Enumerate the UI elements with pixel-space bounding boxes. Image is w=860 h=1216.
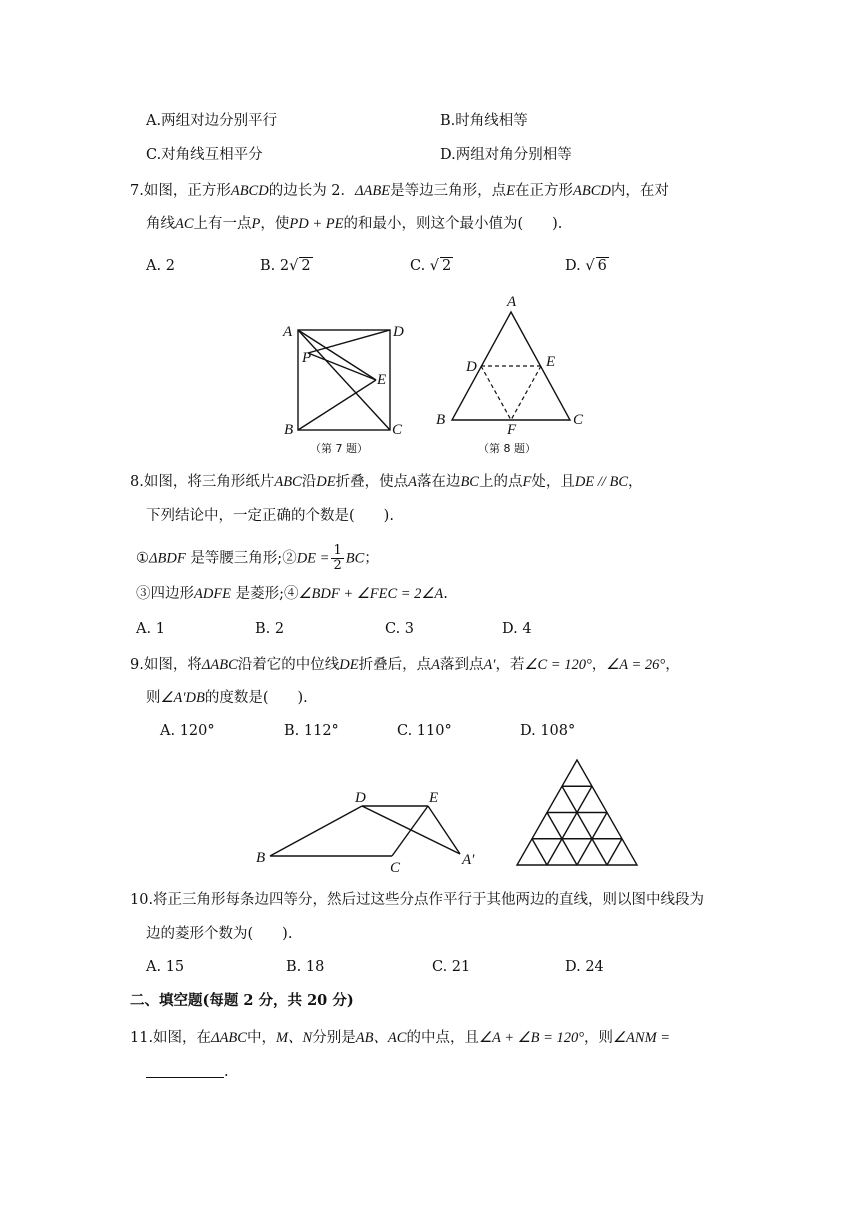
q11-line-2: . <box>146 1062 229 1082</box>
segment-df <box>481 366 511 420</box>
fig7-label-a: A <box>283 324 293 340</box>
fig8-label-c: C <box>573 412 584 428</box>
q10-line-1: 10.将正三角形每条边四等分，然后过这些分点作平行于其他两边的直线，则以图中线段为 <box>130 892 705 908</box>
fig8-label-a: A <box>507 294 517 310</box>
q8-option-b: B. 2 <box>255 621 285 637</box>
right-parallel-3 <box>532 839 547 865</box>
q9-option-a: A. 120° <box>160 723 215 739</box>
segment-bd <box>270 806 362 856</box>
q9-option-c: C. 110° <box>397 723 452 739</box>
segment-pe <box>308 353 376 380</box>
q8-option-a: A. 1 <box>136 621 165 637</box>
section-2-title: 二、填空题(每题 2 分，共 20 分) <box>130 992 354 1009</box>
left-parallel-3 <box>607 839 622 865</box>
segment-be <box>298 380 376 430</box>
q7-line-1: 7.如图，正方形ABCD的边长为 2．ΔABE是等边三角形，点E在正方形ABCD内，在对 <box>130 183 669 199</box>
q6-option-b: B.时角线相等 <box>440 113 528 129</box>
q10-option-c: C. 21 <box>432 959 471 975</box>
q10-option-a: A. 15 <box>146 959 185 975</box>
q8-statements-1: ①ΔBDF 是等腰三角形;②DE = $\frac{1}{2}$ BC； <box>136 543 379 573</box>
figure-8 <box>430 290 590 460</box>
q8-line-1: 8.如图，将三角形纸片ABC沿DE折叠，使点A落在边BC上的点F处，且DE // BC， <box>130 474 643 490</box>
q9-line-2: 则∠A′DB的度数是( ). <box>146 690 308 706</box>
q11-answer-blank[interactable] <box>146 1063 224 1078</box>
q9-line-1: 9.如图，将ΔABC沿着它的中位线DE折叠后，点A落到点A′，若∠C = 120°，∠A = 26°， <box>130 657 680 673</box>
segment-ce <box>392 806 428 856</box>
q7-option-c: C. √ 2 <box>410 258 452 274</box>
fig7-caption: （第 7 题） <box>310 442 368 455</box>
fig8-label-b: B <box>436 412 446 428</box>
q7-option-b: B. 2√ 2 <box>260 258 311 274</box>
q9-option-b: B. 112° <box>284 723 339 739</box>
fig9-label-e: E <box>429 790 439 806</box>
fig7-label-d: D <box>393 324 404 340</box>
fig8-label-d: D <box>466 359 477 375</box>
fig7-label-b: B <box>284 422 294 438</box>
q6-option-c: C.对角线互相平分 <box>146 147 263 163</box>
q6-option-d: D.两组对角分别相等 <box>440 147 572 163</box>
q10-option-b: B. 18 <box>286 959 325 975</box>
segment-pd <box>308 330 390 353</box>
q8-option-c: C. 3 <box>385 621 415 637</box>
q8-statements-2: ③四边形ADFE 是菱形;④∠BDF + ∠FEC = 2∠A. <box>136 586 448 602</box>
q9-option-d: D. 108° <box>520 723 576 739</box>
fig9-label-b: B <box>256 850 266 866</box>
q7-option-a: A. 2 <box>146 258 175 274</box>
fig9-label-c: C <box>390 860 401 876</box>
fig8-label-f: F <box>507 422 517 438</box>
fig7-label-e: E <box>377 372 387 388</box>
q7-option-d: D. √ 6 <box>565 258 607 274</box>
fig7-label-c: C <box>392 422 403 438</box>
fig8-label-e: E <box>546 354 556 370</box>
fig9-label-d: D <box>355 790 366 806</box>
figure-9 <box>252 788 492 878</box>
q10-option-d: D. 24 <box>565 959 604 975</box>
q6-option-a: A.两组对边分别平行 <box>146 113 278 129</box>
fig8-caption: （第 8 题） <box>478 442 536 455</box>
q7-line-2: 角线AC上有一点P，使PD + PE的和最小，则这个最小值为( ). <box>146 216 563 232</box>
segment-ef <box>511 366 541 420</box>
figure-10 <box>510 755 650 875</box>
q8-option-d: D. 4 <box>502 621 532 637</box>
q8-line-2: 下列结论中，一定正确的个数是( ). <box>146 508 394 524</box>
segment-da-prime <box>362 806 460 854</box>
q11-line-1: 11.如图，在ΔABC中，M、N分别是AB、AC的中点，且∠A + ∠B = 120°，则∠ANM = <box>130 1030 671 1046</box>
fig9-label-a-prime: A′ <box>462 852 475 868</box>
q10-line-2: 边的菱形个数为( ). <box>146 926 293 942</box>
fig7-label-p: P <box>302 350 312 366</box>
figure-7 <box>280 318 410 458</box>
